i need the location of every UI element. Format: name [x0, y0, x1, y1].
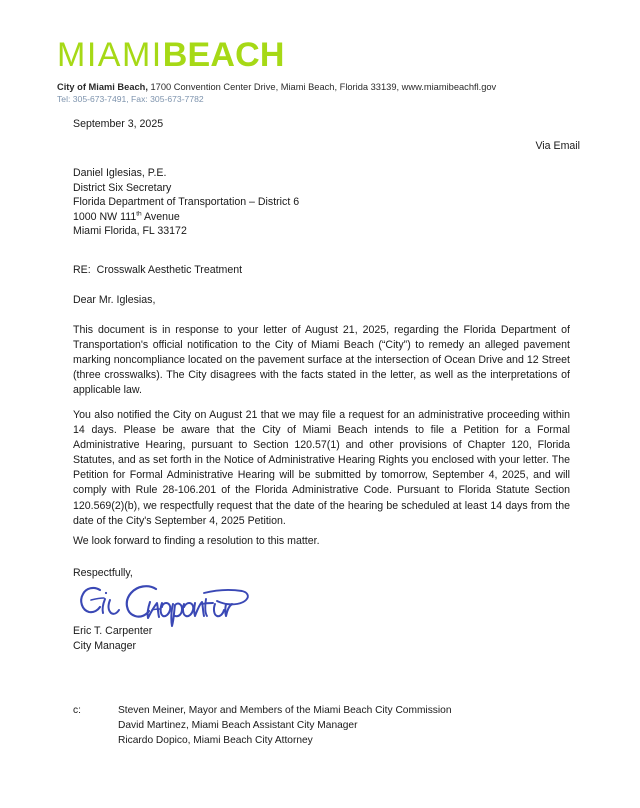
subject-line	[73, 264, 242, 276]
cc-recipient-list	[118, 703, 451, 748]
body-paragraph-1: This document is in response to your letter of August 21, 2025, regarding the Florida Department of Transportation's official notification to the City of Miami Beach (“City”) to remedy an alleged pavement marking noncompliance located on the pavement surface at the intersection of Ocean Drive and 12 Street (three crosswalks). The City disagrees with the facts stated in the letter, as well as the interpretations of applicable law.	[73, 324, 570, 397]
letterhead-phone-fax: Tel: 305-673-7491, Fax: 305-673-7782	[57, 94, 204, 104]
recipient-street-ordinal-suffix: th	[136, 209, 142, 217]
letterhead-address	[57, 81, 577, 93]
subject-text: Crosswalk Aesthetic Treatment	[96, 264, 243, 276]
miami-beach-logo	[57, 38, 577, 72]
recipient-agency: Florida Department of Transportation – District 6	[73, 196, 300, 208]
cc-recipient: Ricardo Dopico, Miami Beach City Attorney	[118, 735, 313, 746]
body-paragraph-2: You also notified the City on August 21 that we may file a request for an administrative proceeding within 14 days. Please be aware that the City of Miami Beach intends to file a Petition for a Formal Administrative Hearing, pursuant to Section 120.57(1) and other provisions of Chapter 120, Florida Statutes, and as set forth in the Notice of Administrative Hearing Rights you enclosed with your letter. The Petition for Formal Administrative Hearing will be submitted by tomorrow, September 4, 2025, and will comply with Rule 28-106.201 of the Florida Administrative Code. Pursuant to Florida Statute Section 120.569(2)(b), we respectfully request that the date of the hearing be scheduled at least 14 days from the date of the City's September 4, 2025 Petition.	[73, 409, 570, 527]
signer-block	[73, 624, 152, 653]
recipient-street-type: Avenue	[141, 210, 180, 223]
signer-title: City Manager	[73, 639, 136, 652]
recipient-city-state-zip: Miami Florida, FL 33172	[73, 225, 187, 237]
carbon-copy-block	[73, 703, 451, 748]
letterhead-city-name: City of Miami Beach,	[57, 82, 148, 92]
signer-name: Eric T. Carpenter	[73, 625, 153, 637]
recipient-name: Daniel Iglesias, P.E.	[73, 167, 167, 179]
letterhead-address-rest: 1700 Convention Center Drive, Miami Beach, Florida 33139, www.miamibeachfl.gov	[147, 82, 497, 92]
closing-sentence: We look forward to finding a resolution to this matter.	[73, 535, 320, 547]
recipient-street-number: 1000 NW 111	[73, 210, 137, 223]
cc-recipient: Steven Meiner, Mayor and Members of the Miami Beach City Commission	[118, 705, 452, 716]
logo-beach-text: BEACH	[162, 36, 285, 74]
cc-label: c:	[73, 705, 81, 716]
salutation: Dear Mr. Iglesias,	[73, 294, 156, 306]
recipient-address-block	[73, 166, 299, 239]
recipient-street	[73, 210, 299, 225]
delivery-method-note: Via Email	[535, 140, 580, 152]
cc-recipient: David Martinez, Miami Beach Assistant City Manager	[118, 720, 358, 731]
letter-date: September 3, 2025	[73, 118, 164, 130]
recipient-title: District Six Secretary	[73, 181, 172, 194]
subject-label: RE:	[73, 264, 91, 276]
handwritten-signature	[74, 583, 254, 627]
complimentary-close: Respectfully,	[73, 567, 133, 579]
letterhead	[57, 38, 577, 105]
logo-miami-text: MIAMI	[57, 36, 163, 74]
